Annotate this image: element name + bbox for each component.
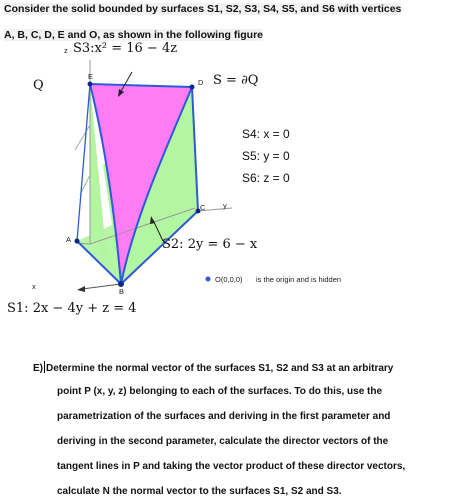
intro-line-1: Consider the solid bounded by surfaces S1, S2, S3, S4, S5, and S6 with vertices	[4, 3, 402, 15]
grid-line-1	[75, 125, 90, 150]
solid-figure	[7, 41, 350, 325]
text-cursor	[44, 361, 45, 373]
vertex-a-dot	[75, 239, 80, 244]
vertex-e-label: E	[88, 72, 94, 81]
question-line-3: parametrization of the surfaces and deriving in the first parameter and	[57, 411, 391, 422]
s1-label: S1: 2x − 4y + z = 4	[7, 301, 137, 316]
origin-label: O(0,0,0)	[215, 275, 243, 284]
vertex-b-label: B	[119, 287, 125, 296]
question-line-2: point P (x, y, z) belonging to each of the surfaces. To do this, use the	[57, 386, 383, 397]
s6-label: S6: z = 0	[242, 171, 290, 185]
axis-y-label: y	[223, 201, 227, 210]
question-text-1: Determine the normal vector of the surfaces S1, S2 and S3 at an arbitrary	[46, 363, 394, 374]
origin-note: is the origin and is hidden	[256, 275, 342, 284]
edge-ae	[77, 84, 90, 241]
s5-label: S5: y = 0	[242, 149, 290, 163]
s-eq-label: S = ∂Q	[213, 73, 259, 88]
s3-label: S3:x² = 16 − 4z	[73, 41, 178, 56]
vertex-a-label: A	[66, 235, 72, 244]
origin-dot	[206, 277, 211, 282]
vertex-c-label: C	[200, 203, 206, 212]
question-prefix: E)	[33, 363, 43, 374]
q-label: Q	[33, 78, 44, 93]
s4-label: S4: x = 0	[242, 127, 290, 141]
vertex-d-dot	[190, 85, 195, 90]
question-line-6: calculate N the normal vector to the surfaces S1, S2 and S3.	[57, 486, 342, 497]
question-line-4: deriving in the second parameter, calculate the director vectors of the	[57, 436, 389, 447]
axis-x-line	[82, 284, 121, 289]
intro-line-2: A, B, C, D, E and O, as shown in the following figure	[4, 29, 264, 41]
axis-x-label: x	[32, 282, 36, 291]
question-line-1	[33, 361, 393, 374]
vertex-e-dot	[88, 82, 93, 87]
axis-z-label: z	[64, 46, 68, 55]
question-line-5: tangent lines in P and taking the vector product of these director vectors,	[57, 461, 406, 472]
axis-x-arrow	[77, 286, 85, 292]
vertex-d-label: D	[198, 78, 204, 87]
s2-label: S2: 2y = 6 − x	[162, 237, 258, 252]
